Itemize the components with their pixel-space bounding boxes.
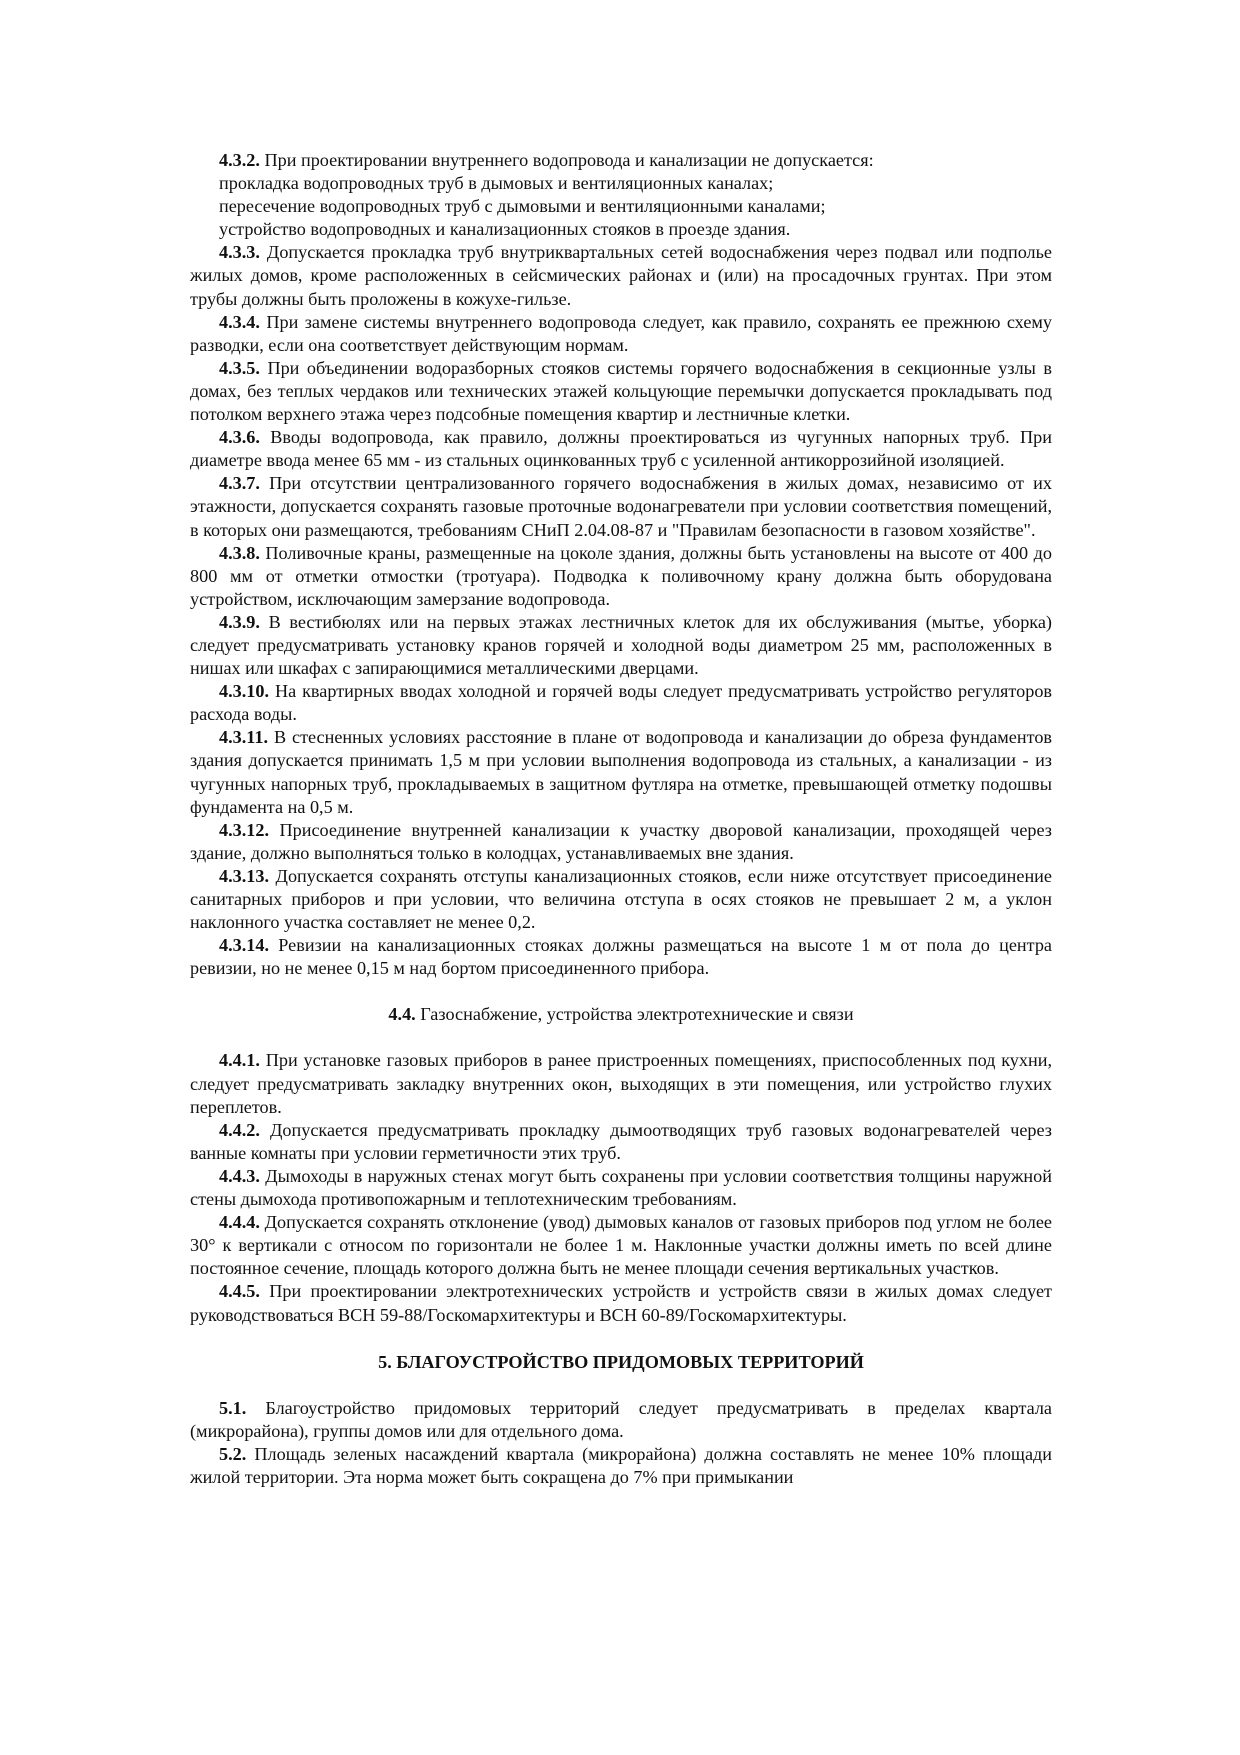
- clause-number: 4.3.13.: [219, 865, 270, 886]
- clause-number: 4.3.11.: [219, 727, 269, 748]
- clause-text: На квартирных вводах холодной и горячей воды следует предусматривать устройство регуляторов расхода воды.: [190, 681, 1052, 725]
- clause-number: 5.2.: [219, 1443, 247, 1464]
- clause-4-3-6: [190, 426, 1052, 472]
- clause-text: Допускается прокладка труб внутриквартальных сетей водоснабжения через подвал или подполье жилых домов, кроме расположенных в сейсмических районах и (или) на просадочных грунтах. При этом трубы должны быть проложены в кожухе-гильзе.: [190, 242, 1052, 309]
- clause-4-3-10: [190, 680, 1052, 726]
- clause-4-4-3: [190, 1165, 1052, 1211]
- clause-number: 4.4.2.: [219, 1119, 260, 1140]
- clause-4-4-1: [190, 1049, 1052, 1118]
- clause-4-4-4: [190, 1211, 1052, 1280]
- clause-number: 4.3.5.: [219, 357, 260, 378]
- clause-text: В стесненных условиях расстояние в плане от водопровода и канализации до обреза фундаментов здания допускается принимать 1,5 м при условии выполнения водопровода из стальных, а канализации - из чугунных напорных труб, прокладываемых в защитном футляра на отметке, превышающей отметку подошвы фундамента на 0,5 м.: [190, 727, 1052, 817]
- clause-4-3-11: [190, 726, 1052, 818]
- clause-number: 4.3.3.: [219, 242, 260, 263]
- clause-5-1: [190, 1397, 1052, 1443]
- clause-4-3-7: [190, 472, 1052, 541]
- clause-number: 4.4.5.: [219, 1281, 260, 1302]
- clause-5-2: [190, 1443, 1052, 1489]
- list-item-4-3-2-c: устройство водопроводных и канализационных стояков в проезде здания.: [219, 219, 791, 240]
- clause-number: 4.4.1.: [219, 1050, 260, 1071]
- heading-number: 4.4.: [388, 1004, 416, 1025]
- clause-4-3-3: [190, 241, 1052, 310]
- clause-4-3-4: [190, 311, 1052, 357]
- clause-4-3-13: [190, 865, 1052, 934]
- clause-text: Присоединение внутренней канализации к участку дворовой канализации, проходящей через здание, должно выполняться только в колодцах, устанавливаемых вне здания.: [190, 819, 1052, 863]
- clause-number: 4.3.2.: [219, 150, 260, 170]
- clause-text: В вестибюлях или на первых этажах лестничных клеток для их обслуживания (мытье, уборка) следует предусматривать установку кранов горячей и холодной воды диаметром 25 мм, расположенных в нишах или шкафах с запирающимися металлическими дверцами.: [190, 611, 1052, 679]
- clause-4-4-5: [190, 1280, 1052, 1326]
- clause-number: 5.1.: [219, 1397, 247, 1418]
- section-heading-4-4: [190, 1003, 1052, 1026]
- clause-4-3-12: [190, 819, 1052, 865]
- clause-4-3-14: [190, 934, 1052, 980]
- section-heading-5: 5. БЛАГОУСТРОЙСТВО ПРИДОМОВЫХ ТЕРРИТОРИЙ: [378, 1351, 864, 1372]
- clause-number: 4.3.14.: [219, 935, 270, 956]
- clause-number: 4.3.6.: [219, 427, 260, 448]
- clause-number: 4.3.8.: [219, 542, 260, 563]
- clause-number: 4.3.9.: [219, 611, 260, 632]
- clause-text: При объединении водоразборных стояков системы горячего водоснабжения в секционные узлы в домах, без теплых чердаков или технических этажей кольцующие перемычки допускается прокладывать под потолком верхнего этажа через подсобные помещения квартир и лестничные клетки.: [190, 357, 1052, 425]
- clause-4-3-8: [190, 542, 1052, 611]
- clause-text: При проектировании электротехнических устройств и устройств связи в жилых домах следует руководствоваться ВСН 59-88/Госкомархитектуры и ВСН 60-89/Госкомархитектуры.: [190, 1281, 1052, 1325]
- clause-number: 4.3.4.: [219, 311, 260, 332]
- document-page: [190, 149, 1052, 1489]
- clause-text: Площадь зеленых насаждений квартала (микрорайона) должна составлять не менее 10% площади жилой территории. Эта норма может быть сокращена до 7% при примыкании: [190, 1443, 1052, 1487]
- clause-text: При отсутствии централизованного горячего водоснабжения в жилых домах, независимо от их этажности, допускается сохранять газовые проточные водонагреватели при условии соответствия помещений, в которых они размещаются, требованиям СНиП 2.04.08-87 и "Правилам безопасности в газовом хозяйстве".: [190, 473, 1052, 540]
- clause-text: Допускается сохранять отклонение (увод) дымовых каналов от газовых приборов под углом не более 30° к вертикали с относом по горизонтали не более 1 м. Наклонные участки должны иметь по всей длине постоянное сечение, площадь которого должна быть не менее площади сечения вертикальных участков.: [190, 1212, 1052, 1279]
- clause-text: Допускается предусматривать прокладку дымоотводящих труб газовых водонагревателей через ванные комнаты при условии герметичности этих труб.: [190, 1119, 1052, 1163]
- list-item-4-3-2-a: прокладка водопроводных труб в дымовых и вентиляционных каналах;: [219, 173, 774, 194]
- clause-number: 4.4.3.: [219, 1165, 260, 1186]
- list-item-4-3-2-b: пересечение водопроводных труб с дымовыми и вентиляционными каналами;: [219, 196, 826, 217]
- clause-text: При проектировании внутреннего водопровода и канализации не допускается:: [259, 150, 874, 170]
- clause-4-4-2: [190, 1119, 1052, 1165]
- clause-text: При установке газовых приборов в ранее пристроенных помещениях, приспособленных под кухни, следует предусматривать закладку внутренних окон, выходящих в эти помещения, или устройство глухих переплетов.: [190, 1050, 1052, 1117]
- clause-number: 4.3.10.: [219, 681, 270, 702]
- clause-number: 4.4.4.: [219, 1212, 260, 1233]
- clause-text: Дымоходы в наружных стенах могут быть сохранены при условии соответствия толщины наружной стены дымохода противопожарным и теплотехническим требованиям.: [190, 1165, 1052, 1210]
- heading-text: Газоснабжение, устройства электротехнические и связи: [415, 1004, 854, 1025]
- clause-text: Допускается сохранять отступы канализационных стояков, если ниже отсутствует присоединение санитарных приборов и при условии, что величина отступа в осях стояков не превышает 2 м, а уклон наклонного участка составляет не менее 0,2.: [190, 865, 1052, 933]
- clause-number: 4.3.7.: [219, 473, 260, 494]
- clause-text: Вводы водопровода, как правило, должны проектироваться из чугунных напорных труб. При диаметре ввода менее 65 мм - из стальных оцинкованных труб с усиленной антикоррозийной изоляцией.: [190, 427, 1052, 471]
- clause-4-3-5: [190, 357, 1052, 426]
- clause-number: 4.3.12.: [219, 819, 270, 840]
- clause-4-3-9: [190, 611, 1052, 680]
- clause-text: При замене системы внутреннего водопровода следует, как правило, сохранять ее прежнюю схему разводки, если она соответствует действующим нормам.: [190, 311, 1052, 355]
- clause-text: Поливочные краны, размещенные на цоколе здания, должны быть установлены на высоте от 400 до 800 мм от отметки отмостки (тротуара). Подводка к поливочному крану должна быть оборудована устройством, исключающим замерзание водопровода.: [190, 542, 1052, 609]
- clause-4-3-2: [190, 149, 1052, 172]
- clause-text: Ревизии на канализационных стояках должны размещаться на высоте 1 м от пола до центра ревизии, но не менее 0,15 м над бортом присоединенного прибора.: [190, 935, 1052, 979]
- clause-text: Благоустройство придомовых территорий следует предусматривать в пределах квартала (микрорайона), группы домов или для отдельного дома.: [190, 1397, 1052, 1441]
